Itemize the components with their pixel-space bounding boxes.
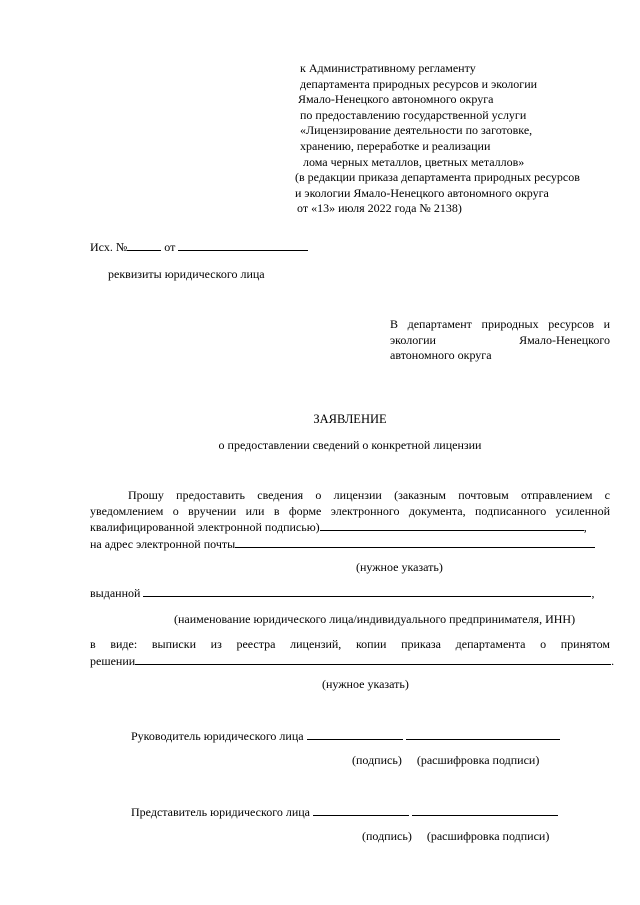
address-line: автономного округа	[390, 348, 492, 362]
recipient-address	[390, 317, 610, 364]
outgoing-date-label: от	[164, 240, 176, 254]
paragraph-line: Прошу предоставить сведения о лицензии (заказным почтовым отправлением с	[128, 488, 610, 502]
delivery-method-field[interactable]	[320, 519, 584, 531]
header-line: (в редакции приказа департамента природных ресурсов	[295, 170, 580, 185]
outgoing-date-field[interactable]	[178, 239, 308, 251]
rep-sign-field[interactable]	[313, 804, 409, 816]
header-line: Ямало-Ненецкого автономного округа	[298, 92, 494, 107]
hint-specify-2: (нужное указать)	[322, 677, 409, 691]
address-line: В департамент природных ресурсов и	[390, 317, 610, 331]
header-line: хранению, переработке и реализации	[300, 138, 491, 153]
head-label: Руководитель юридического лица	[131, 729, 304, 743]
document-title: ЗАЯВЛЕНИЕ	[313, 412, 387, 426]
rep-label: Представитель юридического лица	[131, 805, 311, 819]
header-line: от «13» июля 2022 года № 2138)	[297, 201, 462, 216]
head-sign-hint: (подпись) (расшифровка подписи)	[352, 753, 540, 767]
form-paragraph	[90, 637, 615, 669]
outgoing-number-label: Исх. №	[90, 240, 128, 254]
issued-line: выданной ,	[90, 586, 595, 600]
head-decode-field[interactable]	[406, 728, 560, 740]
header-line: и экологии Ямало-Ненецкого автономного округа	[295, 185, 549, 200]
document-subtitle: о предоставлении сведений о конкретной лицензии	[218, 438, 482, 452]
paragraph-line: в виде: выписки из реестра лицензий, копии приказа департамента о принятом	[90, 637, 610, 651]
rep-signature-line	[131, 804, 558, 820]
outgoing-ref-line	[90, 239, 308, 255]
request-paragraph	[90, 488, 610, 552]
paragraph-line: решении .	[90, 653, 615, 668]
rep-sign-hint: (подпись) (расшифровка подписи)	[362, 829, 550, 843]
header-line: «Лицензирование деятельности по заготовке,	[300, 123, 533, 138]
rep-decode-field[interactable]	[412, 804, 558, 816]
decision-field[interactable]	[135, 653, 611, 665]
head-signature-line	[131, 728, 560, 744]
address-line: экологии Ямало-Ненецкого	[390, 332, 610, 347]
paragraph-line: квалифицированной электронной подписью) ,	[90, 520, 587, 534]
header-line: к Административному регламенту	[300, 61, 476, 75]
regulation-header	[285, 61, 580, 217]
head-sign-field[interactable]	[307, 728, 403, 740]
email-field[interactable]	[235, 536, 595, 548]
header-line: департамента природных ресурсов и экологии	[300, 76, 538, 91]
issued-hint: (наименование юридического лица/индивидуального предпринимателя, ИНН)	[174, 612, 576, 626]
issued-label: выданной	[90, 586, 141, 600]
header-line: лома черных металлов, цветных металлов»	[303, 154, 525, 169]
paragraph-line: на адрес электронной почты	[90, 536, 610, 553]
hint-specify: (нужное указать)	[356, 560, 443, 574]
paragraph-line: уведомлением о вручении или в форме электронного документа, подписанного усиленной	[90, 503, 610, 518]
issued-to-field[interactable]	[143, 585, 591, 597]
header-line: по предоставлению государственной услуги	[300, 107, 527, 122]
legal-entity-requisites: реквизиты юридического лица	[108, 267, 265, 281]
outgoing-number-field[interactable]	[127, 239, 161, 251]
